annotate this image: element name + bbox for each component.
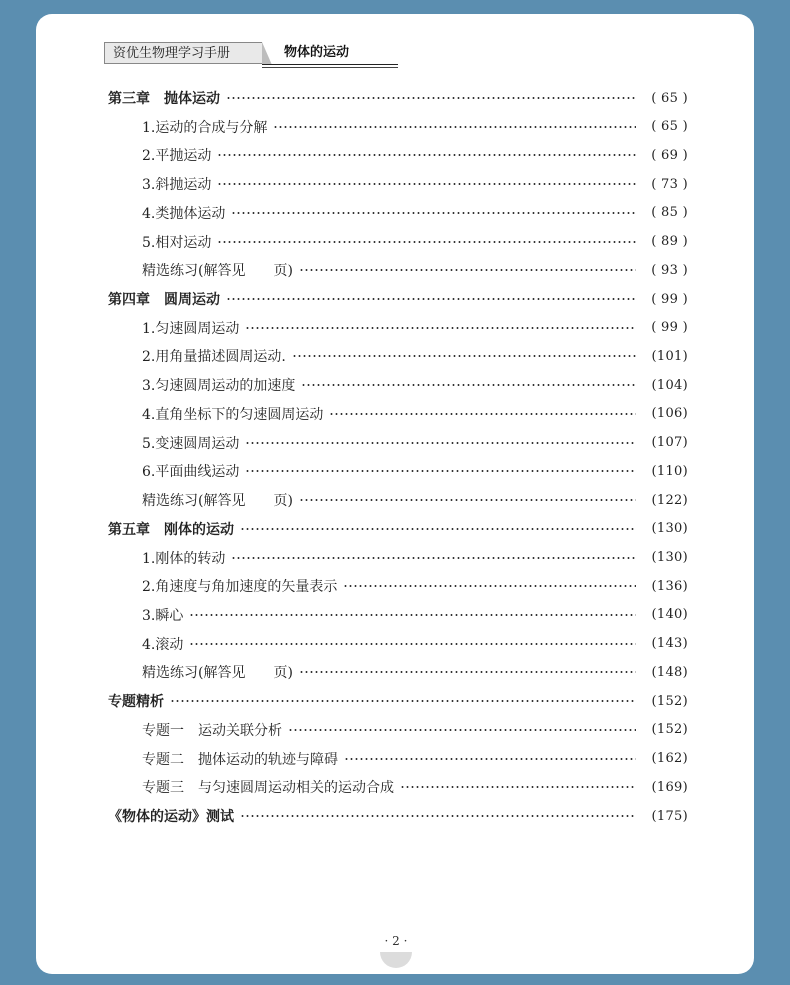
toc-entry-title: 专题三 与匀速圆周运动相关的运动合成 [142,780,394,797]
toc-section-entry [142,602,688,628]
toc-entry-title: 专题精析 [108,694,164,711]
dot-leader [343,579,636,593]
toc-chapter-entry [108,516,688,542]
toc-page-number: (175) [651,808,688,824]
page-number: · 2 · [384,934,408,948]
toc-entry-title: 4.类抛体运动 [142,205,226,222]
toc-section-entry [142,430,688,456]
toc-section-entry [142,343,688,369]
book-title: 资优生物理学习手册 [104,42,262,64]
toc-entry-title: 6.平面曲线运动 [142,464,240,481]
toc-section-entry [142,631,688,657]
toc-section-entry [142,746,688,772]
toc-chapter-entry [108,688,688,714]
dot-leader [245,436,636,450]
dot-leader [292,349,636,363]
toc-page-number: ( 93 ) [651,262,688,278]
toc-page-number: ( 85 ) [651,205,688,221]
toc-entry-title: 2.角速度与角加速度的矢量表示 [142,579,338,596]
toc-entry-title: 第三章 抛体运动 [108,91,220,107]
toc-section-entry [142,545,688,571]
dot-leader [226,292,636,306]
dot-leader [217,148,636,162]
toc-entry-title: 专题一 运动关联分析 [142,722,282,739]
toc-entry-title: 3.匀速圆周运动的加速度 [142,378,296,395]
footer-ornament [380,952,412,968]
toc-page-number: (162) [651,751,688,767]
dot-leader [217,177,636,191]
toc-page-number: ( 89 ) [651,234,688,250]
toc-entry-title: 《物体的运动》测试 [108,809,234,825]
dot-leader [299,665,636,679]
toc-entry-title: 2.用角量描述圆周运动. [142,349,286,366]
dot-leader [189,637,636,651]
dot-leader [329,407,636,421]
header-rule-secondary [262,67,398,68]
toc-entry-title: 精选练习(解答见 页) [142,263,293,280]
header-topic: 物体的运动 [284,45,350,60]
toc-page-number: ( 69 ) [651,147,688,163]
toc-page-number: (140) [651,607,688,623]
toc-entry-title: 3.斜抛运动 [142,177,212,194]
toc-entry-title: 4.直角坐标下的匀速圆周运动 [142,406,324,423]
toc-section-entry [142,114,688,140]
dot-leader [231,551,636,565]
toc-section-entry [142,142,688,168]
toc-entry-title: 3.瞬心 [142,607,184,624]
dot-leader [226,91,636,105]
toc-page-number: (143) [651,636,688,652]
toc-page-number: ( 65 ) [651,119,688,135]
dot-leader [301,378,636,392]
toc-entry-title: 4.滚动 [142,636,184,653]
document-page [36,14,754,974]
dot-leader [299,263,636,277]
toc-page-number: (130) [651,550,688,566]
toc-section-entry [142,171,688,197]
dot-leader [217,235,636,249]
toc-page-number: (101) [651,348,688,364]
toc-entry-title: 1.运动的合成与分解 [142,119,268,136]
toc-entry-title: 精选练习(解答见 页) [142,493,293,510]
toc-section-entry [142,315,688,341]
toc-entry-title: 第四章 圆周运动 [108,292,220,309]
toc-page-number: (110) [651,463,688,479]
toc-page-number: ( 99 ) [651,320,688,336]
dot-leader [288,723,636,737]
toc-chapter-entry [108,85,688,111]
toc-page-number: (122) [651,492,688,508]
toc-section-entry [142,200,688,226]
dot-leader [299,493,636,507]
toc-page-number: ( 99 ) [651,291,688,307]
dot-leader [240,522,636,536]
toc-entry-title: 专题二 抛体运动的轨迹与障碍 [142,751,338,768]
toc-section-entry [142,229,688,255]
toc-page-number: (136) [651,578,688,594]
toc-section-entry [142,573,688,599]
toc-entry-title: 精选练习(解答见 页) [142,665,293,682]
toc-section-entry [142,717,688,743]
toc-page-number: (148) [651,664,688,680]
dot-leader [170,694,636,708]
toc-page-number: (107) [651,435,688,451]
toc-page-number: (104) [651,377,688,393]
header-rule [262,64,398,65]
toc-section-entry [142,659,688,685]
dot-leader [231,206,636,220]
toc-page-number: (169) [651,779,688,795]
toc-page-number: ( 65 ) [651,90,688,106]
toc-entry-title: 第五章 刚体的运动 [108,521,234,538]
dot-leader [245,464,636,478]
toc-entry-title: 2.平抛运动 [142,148,212,165]
toc-entry-title: 1.匀速圆周运动 [142,320,240,337]
dot-leader [189,608,636,622]
dot-leader [344,752,636,766]
toc-page-number: (130) [651,521,688,537]
toc-chapter-entry [108,286,688,312]
toc-page-number: (152) [651,722,688,738]
toc-section-entry [142,487,688,513]
dot-leader [400,780,636,794]
toc-page-number: (106) [651,406,688,422]
toc-section-entry [142,401,688,427]
page-footer [376,932,416,972]
toc-page-number: (152) [651,693,688,709]
toc-entry-title: 5.变速圆周运动 [142,435,240,452]
toc-section-entry [142,372,688,398]
dot-leader [245,321,636,335]
toc-page-number: ( 73 ) [651,176,688,192]
dot-leader [273,120,636,134]
toc-entry-title: 5.相对运动 [142,234,212,251]
toc-section-entry [142,257,688,283]
toc-entry-title: 1.刚体的转动 [142,550,226,567]
toc-chapter-entry [108,803,688,829]
toc-section-entry [142,774,688,800]
toc-section-entry [142,458,688,484]
dot-leader [240,809,636,823]
